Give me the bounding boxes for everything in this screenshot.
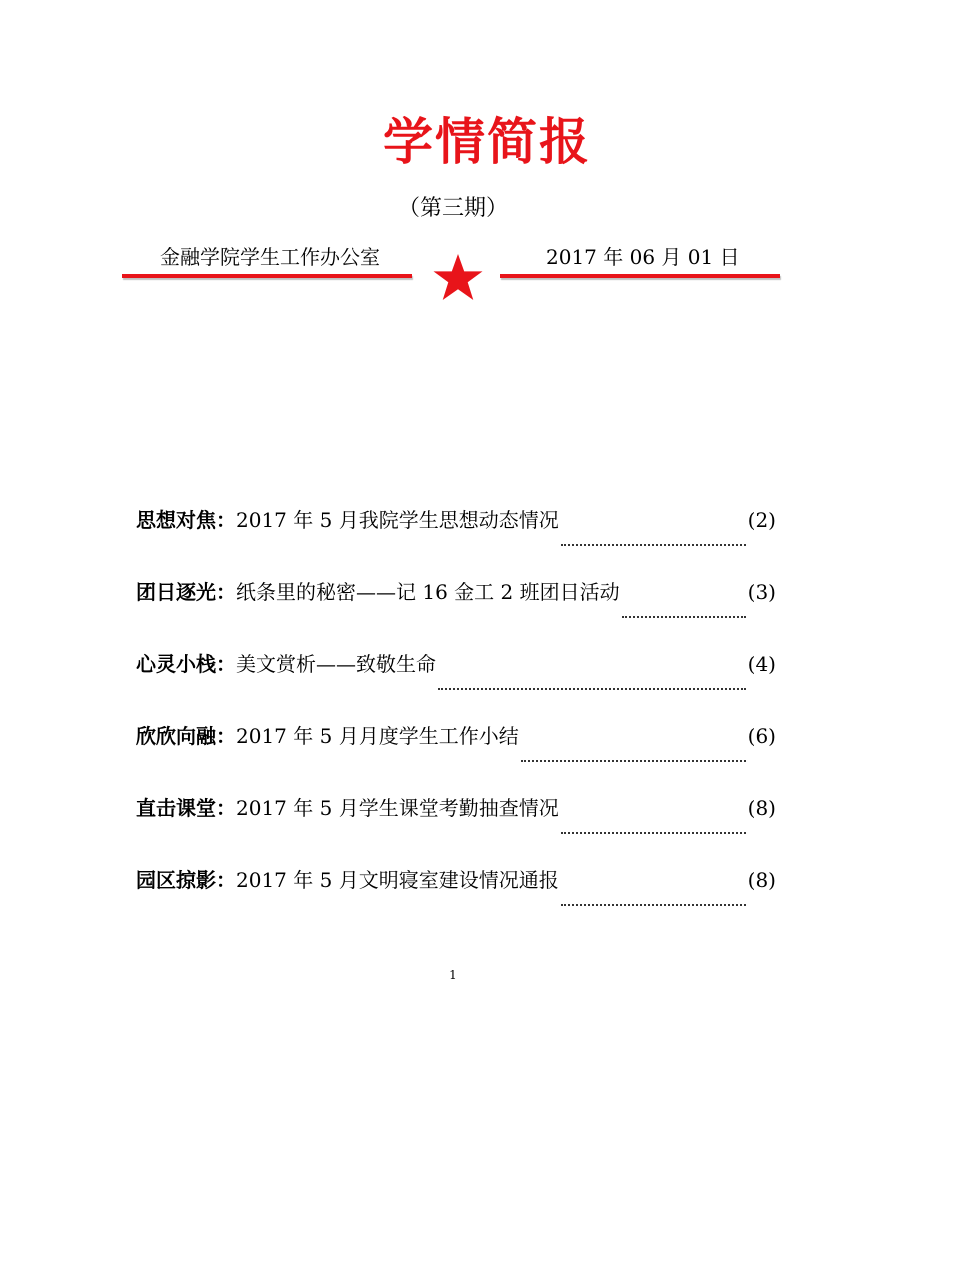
toc-category: 欣欣向融： xyxy=(136,724,236,748)
toc-title: 2017 年 5 月月度学生工作小结 xyxy=(236,724,519,748)
newsletter-title: 学情简报 xyxy=(383,113,591,171)
page-number: 1 xyxy=(449,968,457,982)
toc-category: 心灵小栈： xyxy=(136,652,236,676)
toc-category: 园区掠影： xyxy=(136,868,236,892)
toc-leader-dots xyxy=(622,602,746,618)
toc-title: 纸条里的秘密——记 16 金工 2 班团日活动 xyxy=(236,580,620,604)
header-rule-right xyxy=(500,274,780,278)
toc-title: 2017 年 5 月我院学生思想动态情况 xyxy=(236,508,559,532)
toc-item[interactable] xyxy=(136,864,776,936)
publish-date: 2017 年 06 月 01 日 xyxy=(546,245,740,269)
header-rule-left xyxy=(122,274,412,278)
issue-number: （第三期） xyxy=(397,196,508,221)
toc-page-ref: (4) xyxy=(747,652,776,676)
toc-page-ref: (6) xyxy=(747,724,776,748)
toc-leader-dots xyxy=(438,674,746,690)
toc-page-ref: (8) xyxy=(747,868,776,892)
toc-category: 思想对焦： xyxy=(136,508,236,532)
toc-item[interactable] xyxy=(136,720,776,792)
star-icon xyxy=(432,252,484,304)
toc-leader-dots xyxy=(521,746,746,762)
department-name: 金融学院学生工作办公室 xyxy=(160,245,380,269)
toc-leader-dots xyxy=(561,530,746,546)
toc-category: 直击课堂： xyxy=(136,796,236,820)
toc-item[interactable] xyxy=(136,576,776,648)
toc-title: 美文赏析——致敬生命 xyxy=(236,652,436,676)
toc-title: 2017 年 5 月文明寝室建设情况通报 xyxy=(236,868,559,892)
toc-item[interactable] xyxy=(136,648,776,720)
table-of-contents xyxy=(136,504,776,936)
toc-leader-dots xyxy=(561,818,746,834)
toc-item[interactable] xyxy=(136,504,776,576)
toc-page-ref: (2) xyxy=(747,508,776,532)
toc-page-ref: (8) xyxy=(747,796,776,820)
toc-title: 2017 年 5 月学生课堂考勤抽查情况 xyxy=(236,796,559,820)
toc-page-ref: (3) xyxy=(747,580,776,604)
toc-leader-dots xyxy=(561,890,746,906)
toc-item[interactable] xyxy=(136,792,776,864)
toc-category: 团日逐光： xyxy=(136,580,236,604)
